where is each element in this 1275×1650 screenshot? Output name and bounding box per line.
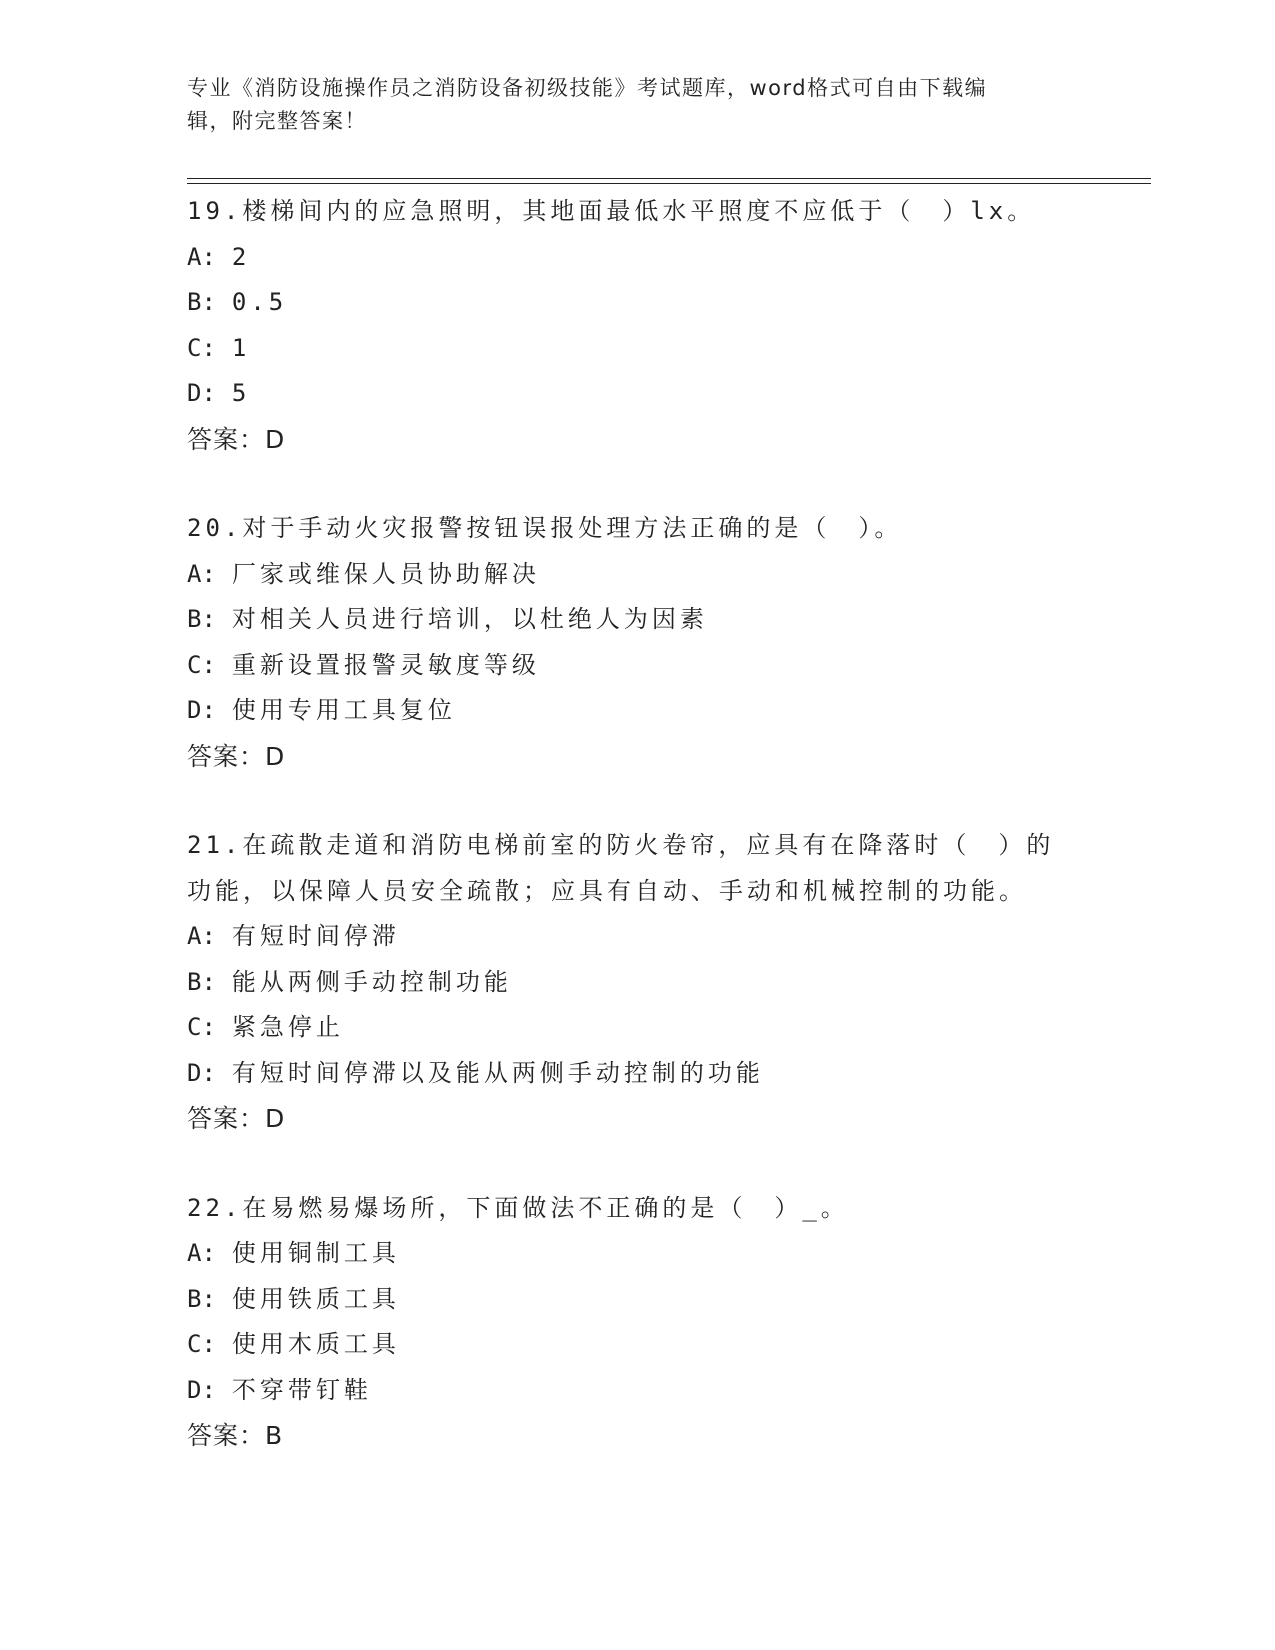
option-text: 2	[231, 242, 251, 271]
header-divider-bottom	[187, 183, 1151, 184]
option-text: 使用木质工具	[231, 1330, 400, 1358]
question-block	[187, 189, 1087, 462]
option-letter: B:	[187, 1284, 216, 1313]
option-letter: B:	[187, 967, 216, 996]
option-letter: D:	[187, 1058, 216, 1087]
option-text: 1	[231, 333, 251, 362]
header-line-1: 专业《消防设施操作员之消防设备初级技能》考试题库，word格式可自由下载编	[187, 76, 988, 100]
option-text: 能从两侧手动控制功能	[231, 967, 512, 996]
answer-key: 答案：D	[187, 424, 286, 454]
question-stem: 22.在易燃易爆场所，下面做法不正确的是（ ）_。	[187, 1193, 849, 1222]
question-block	[187, 823, 1087, 1142]
answer-key: 答案：D	[187, 1104, 286, 1133]
answer-option	[187, 1368, 1087, 1414]
question-list	[187, 189, 1087, 1503]
option-text: 紧急停止	[231, 1013, 344, 1041]
option-text: 使用铜制工具	[231, 1239, 400, 1267]
answer-key: 答案：D	[187, 741, 286, 771]
option-letter: A:	[187, 242, 216, 271]
answer-option	[187, 914, 1087, 960]
option-text: 有短时间停滞	[231, 922, 400, 950]
option-text: 使用专用工具复位	[231, 696, 456, 724]
option-text: 5	[231, 379, 251, 407]
option-letter: D:	[187, 696, 216, 724]
option-letter: B:	[187, 605, 216, 633]
option-text: 对相关人员进行培训，以杜绝人为因素	[231, 605, 708, 633]
answer-option	[187, 1322, 1087, 1368]
option-letter: D:	[187, 379, 216, 407]
answer-option	[187, 688, 1087, 734]
answer-option	[187, 280, 1087, 326]
answer-key: 答案：B	[187, 1421, 284, 1450]
option-text: 厂家或维保人员协助解决	[231, 559, 540, 588]
header-line-2: 辑，附完整答案！	[187, 109, 367, 133]
option-text: 0.5	[231, 288, 288, 316]
document-header	[187, 72, 1067, 138]
option-letter: A:	[187, 559, 216, 588]
question-stem: 19.楼梯间内的应急照明，其地面最低水平照度不应低于（ ）lx。	[187, 197, 1036, 225]
option-letter: C:	[187, 650, 216, 679]
answer-option	[187, 597, 1087, 643]
answer-option	[187, 552, 1087, 598]
answer-option	[187, 326, 1087, 372]
option-letter: D:	[187, 1375, 216, 1404]
question-stem: 功能，以保障人员安全疏散；应具有自动、手动和机械控制的功能。	[187, 876, 1027, 905]
option-text: 使用铁质工具	[231, 1284, 400, 1313]
answer-option	[187, 1005, 1087, 1051]
answer-option	[187, 1231, 1087, 1277]
answer-option	[187, 1051, 1087, 1097]
option-text: 不穿带钉鞋	[231, 1375, 372, 1404]
option-text: 有短时间停滞以及能从两侧手动控制的功能	[231, 1058, 764, 1087]
answer-option	[187, 1277, 1087, 1323]
option-letter: C:	[187, 1013, 216, 1041]
question-stem: 21.在疏散走道和消防电梯前室的防火卷帘，应具有在降落时（ ）的	[187, 831, 1055, 859]
option-text: 重新设置报警灵敏度等级	[231, 650, 540, 679]
answer-option	[187, 235, 1087, 281]
answer-option	[187, 960, 1087, 1006]
answer-option	[187, 643, 1087, 689]
option-letter: B:	[187, 288, 216, 316]
answer-option	[187, 371, 1087, 417]
option-letter: A:	[187, 922, 216, 950]
question-stem: 20.对于手动火灾报警按钮误报处理方法正确的是（ ）。	[187, 514, 903, 542]
question-block	[187, 506, 1087, 779]
question-block	[187, 1186, 1087, 1459]
header-divider-top	[187, 178, 1151, 179]
option-letter: C:	[187, 1330, 216, 1358]
option-letter: A:	[187, 1239, 216, 1267]
option-letter: C:	[187, 333, 216, 362]
